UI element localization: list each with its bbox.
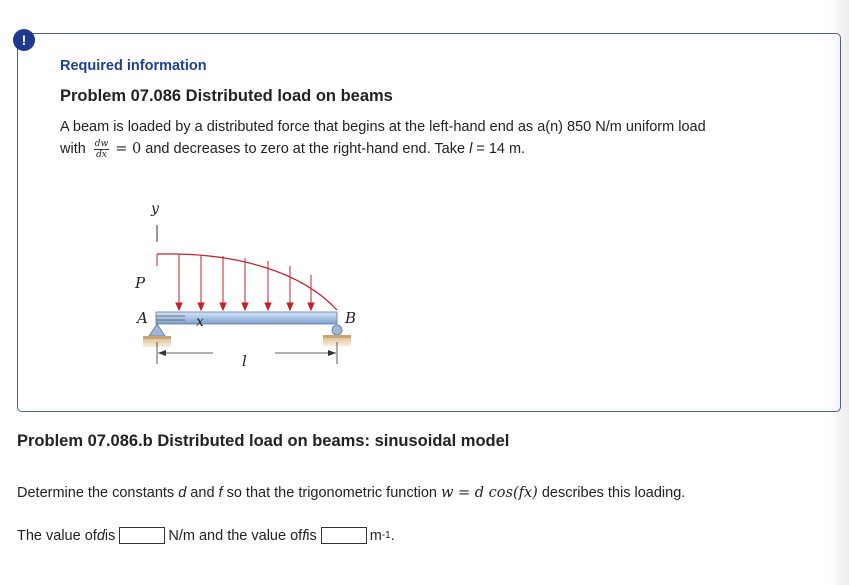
ground-left-top [143,336,171,339]
ground-right-top [323,335,351,338]
f-value-input[interactable] [321,527,367,544]
answer-line [17,527,395,544]
problem-line2-mid: and decreases to zero at the right-hand end. Take [145,141,470,157]
problem-line1: A beam is loaded by a distributed force that begins at the left-hand end as a(n) 850 N/m uniform load [60,119,706,135]
exclamation-icon: ! [13,29,35,51]
l-dimension-label: l [242,352,247,370]
fraction-numerator: dw [94,138,109,149]
equals-zero: = 0 [115,141,142,157]
subproblem-title: Problem 07.086.b Distributed load on beams: sinusoidal model [17,432,510,450]
unit-base: m [369,527,382,544]
roller-support [332,325,342,335]
dim-arrow-right [328,350,336,356]
problem-statement [60,116,800,160]
problem-title: Problem 07.086 Distributed load on beams [60,87,393,105]
determine-text1: Determine the constants [17,485,179,501]
answer-text2: is [104,527,116,544]
unit-exponent: -1 [381,530,391,541]
pin-support [149,324,165,336]
a-label: A [137,309,148,327]
fraction-denominator: dx [96,149,107,160]
load-arrows [176,254,314,310]
problem-line2-start: with [60,141,86,157]
determine-text3: so that the trigonometric function [222,485,441,501]
determine-text2: and [186,485,219,501]
y-axis-label: y [151,201,159,217]
answer-d-symbol: d [96,527,105,544]
answer-text3: N/m and the value of [168,527,303,544]
answer-end: . [390,527,395,544]
required-info-title: Required information [60,58,207,74]
answer-f-symbol: f [302,527,307,544]
trig-formula: w = d cos(fx) [440,485,538,501]
b-label: B [345,309,357,327]
x-axis-label: x [196,314,204,330]
determine-text4: describes this loading. [537,485,686,501]
l-value: = 14 m. [472,141,526,157]
l-symbol: l [469,141,473,157]
beam-diagram [125,192,365,377]
p-label: P [135,274,146,292]
dw-dx-fraction [94,139,109,160]
load-curve [157,254,337,310]
answer-text1: The value of [17,527,97,544]
subproblem-statement [17,485,685,501]
beam [156,312,337,324]
d-symbol: d [178,485,187,501]
answer-text4: is [306,527,317,544]
dim-arrow-left [158,350,166,356]
d-value-input[interactable] [119,527,165,544]
f-symbol: f [218,485,223,501]
